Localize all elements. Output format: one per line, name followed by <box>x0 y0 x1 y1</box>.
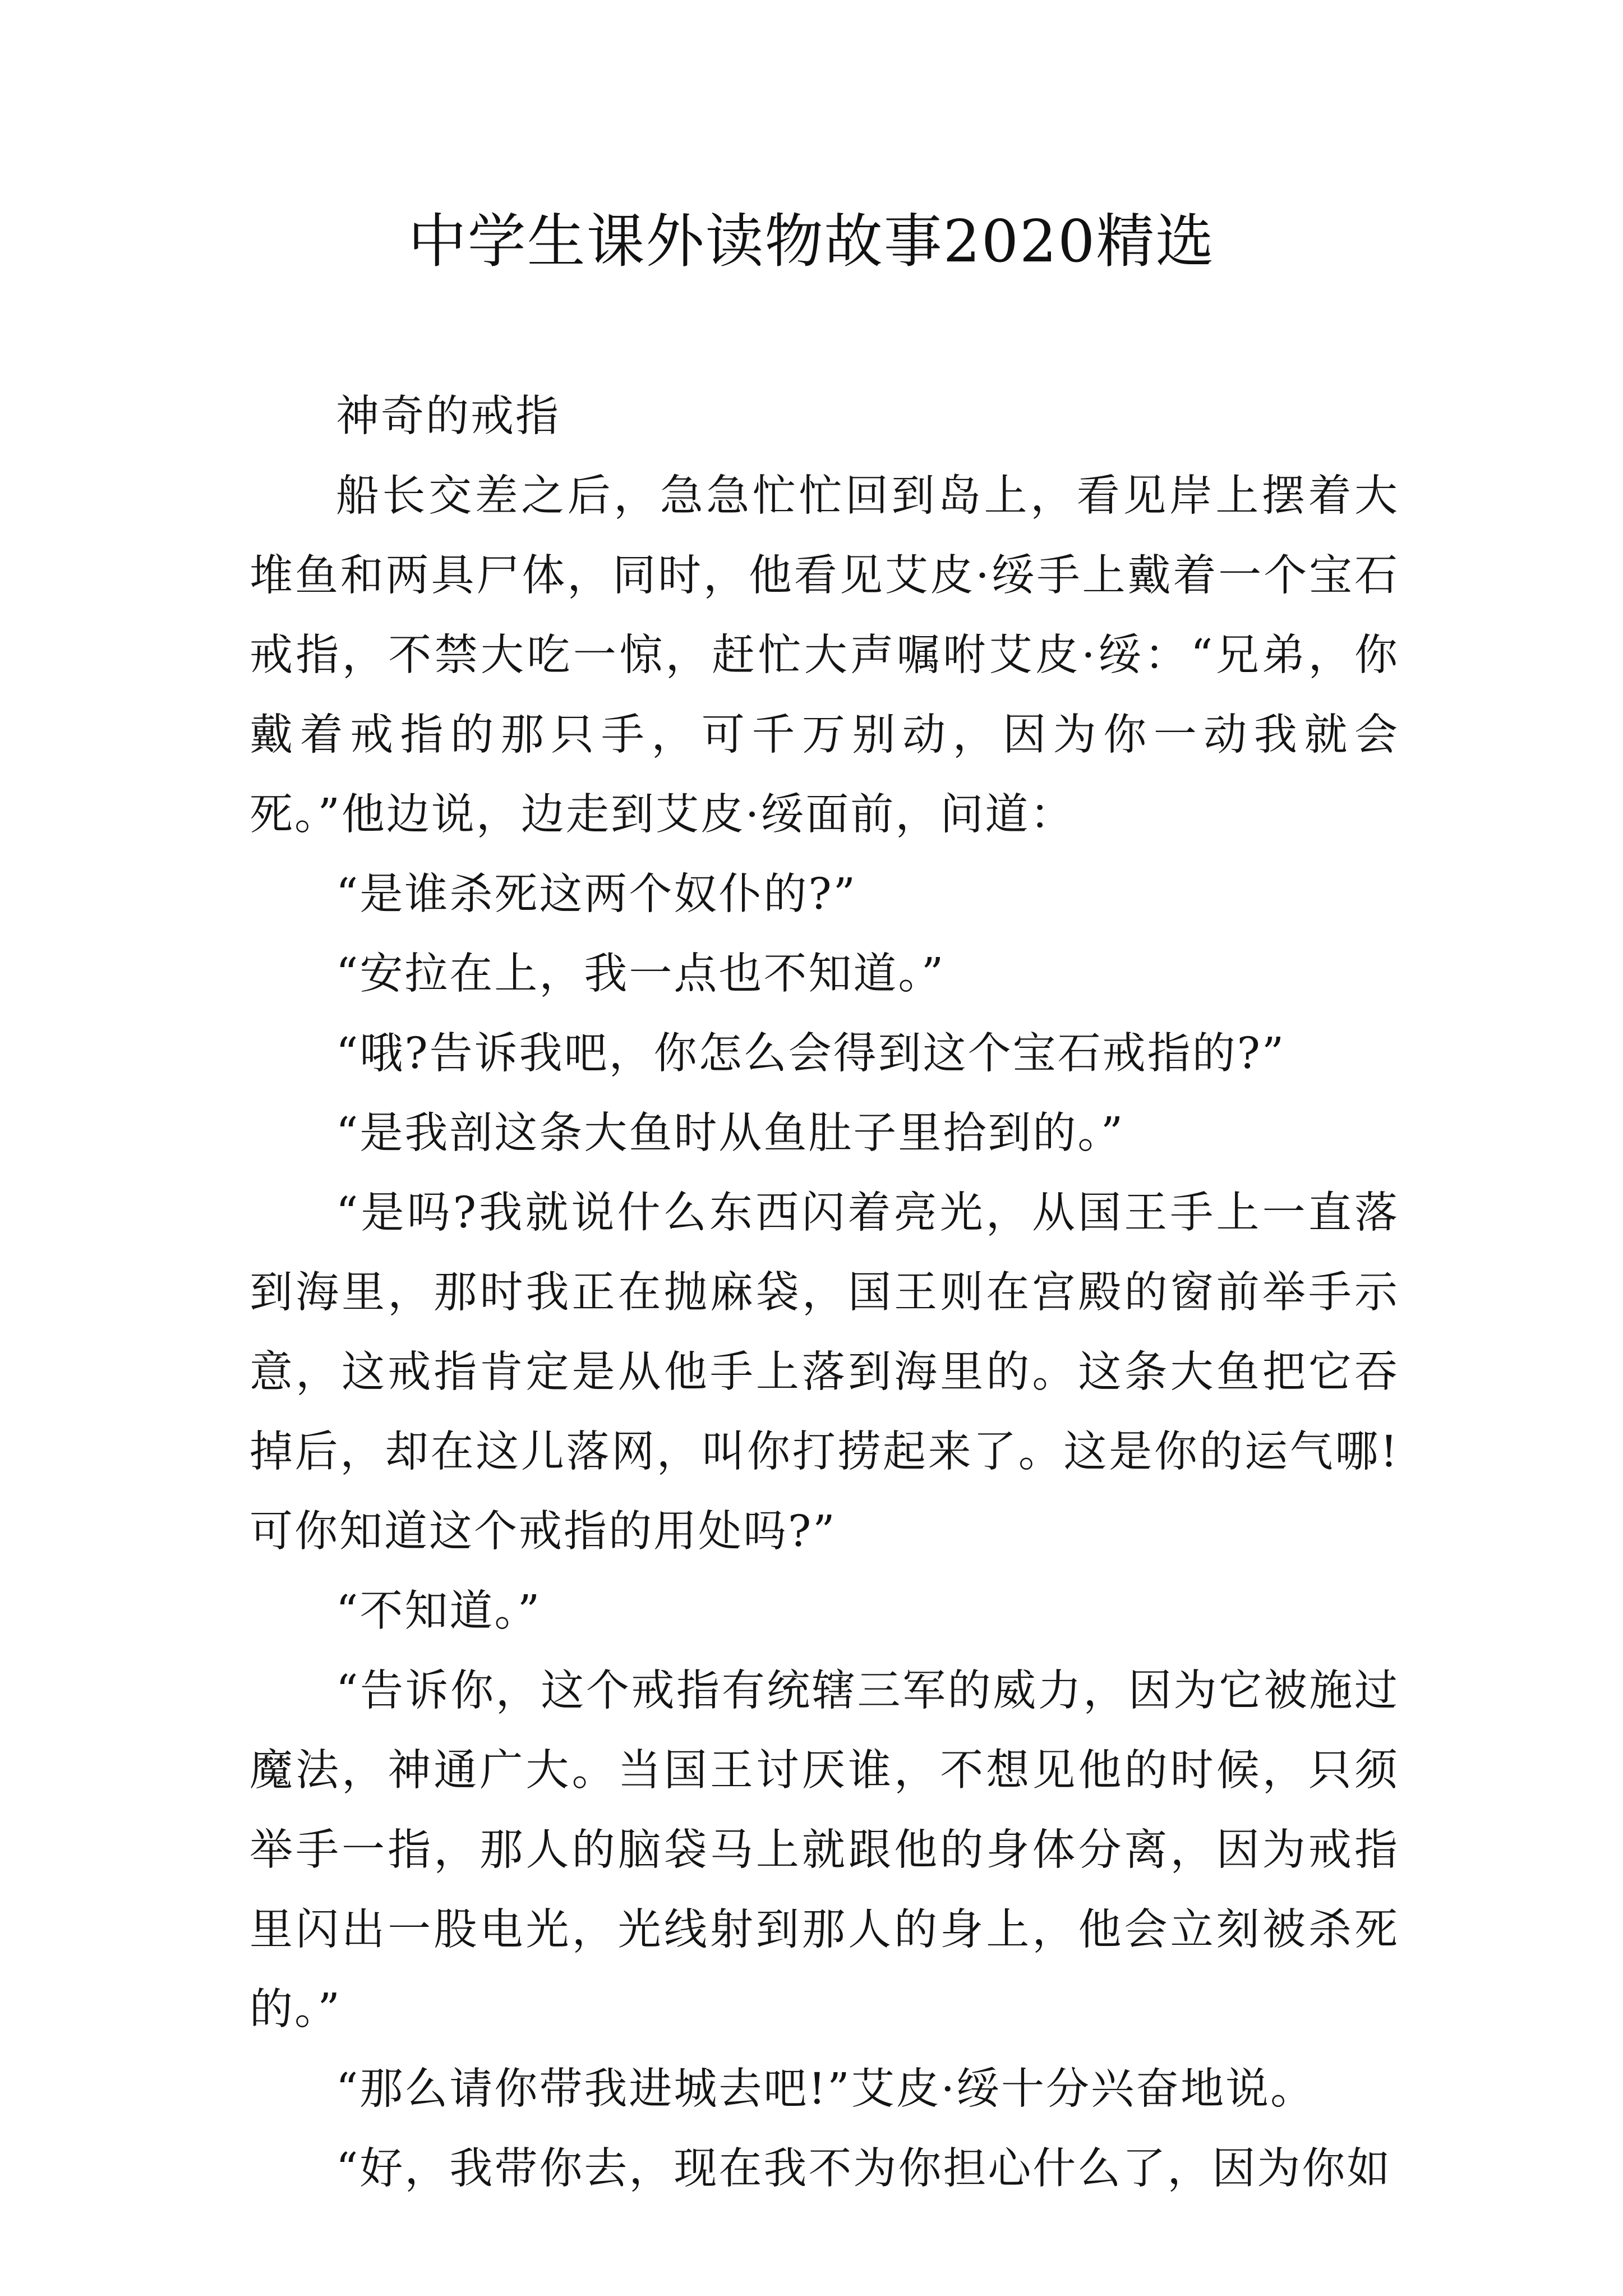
paragraph: “是吗?我就说什么东西闪着亮光，从国王手上一直落到海里，那时我正在抛麻袋，国王则在宫殿的窗前举手示意，这戒指肯定是从他手上落到海里的。这条大鱼把它吞掉后，却在这儿落网，叫你打捞起来了。这是你的运气哪!可你知道这个戒指的用处吗?” <box>250 1188 1399 1557</box>
document-title: 中学生课外读物故事2020精选 <box>408 207 1215 275</box>
paragraph: “安拉在上，我一点也不知道。” <box>336 949 946 999</box>
paragraph: “那么请你带我进城去吧!”艾皮·绥十分兴奋地说。 <box>336 2064 1316 2114</box>
paragraph: “是谁杀死这两个奴仆的?” <box>336 869 857 919</box>
paragraph: 船长交差之后，急急忙忙回到岛上，看见岸上摆着大堆鱼和两具尸体，同时，他看见艾皮·绥手上戴着一个宝石戒指，不禁大吃一惊，赶忙大声嘱咐艾皮·绥：“兄弟，你戴着戒指的那只手，可千万别动，因为你一动我就会死。”他边说，边走到艾皮·绥面前，问道： <box>250 471 1399 840</box>
section-heading: 神奇的戒指 <box>336 392 560 441</box>
paragraph: “告诉你，这个戒指有统辖三军的威力，因为它被施过魔法，神通广大。当国王讨厌谁，不想见他的时候，只须举手一指，那人的脑袋马上就跟他的身体分离，因为戒指里闪出一股电光，光线射到那人的身上，他会立刻被杀死的。” <box>250 1666 1399 2035</box>
paragraph: “是我剖这条大鱼时从鱼肚子里拾到的。” <box>336 1108 1125 1158</box>
paragraph: “好，我带你去，现在我不为你担心什么了，因为你如 <box>336 2144 1392 2194</box>
paragraph: “不知道。” <box>336 1586 542 1636</box>
paragraph: “哦?告诉我吧，你怎么会得到这个宝石戒指的?” <box>336 1029 1286 1079</box>
document-body <box>250 377 1399 2209</box>
